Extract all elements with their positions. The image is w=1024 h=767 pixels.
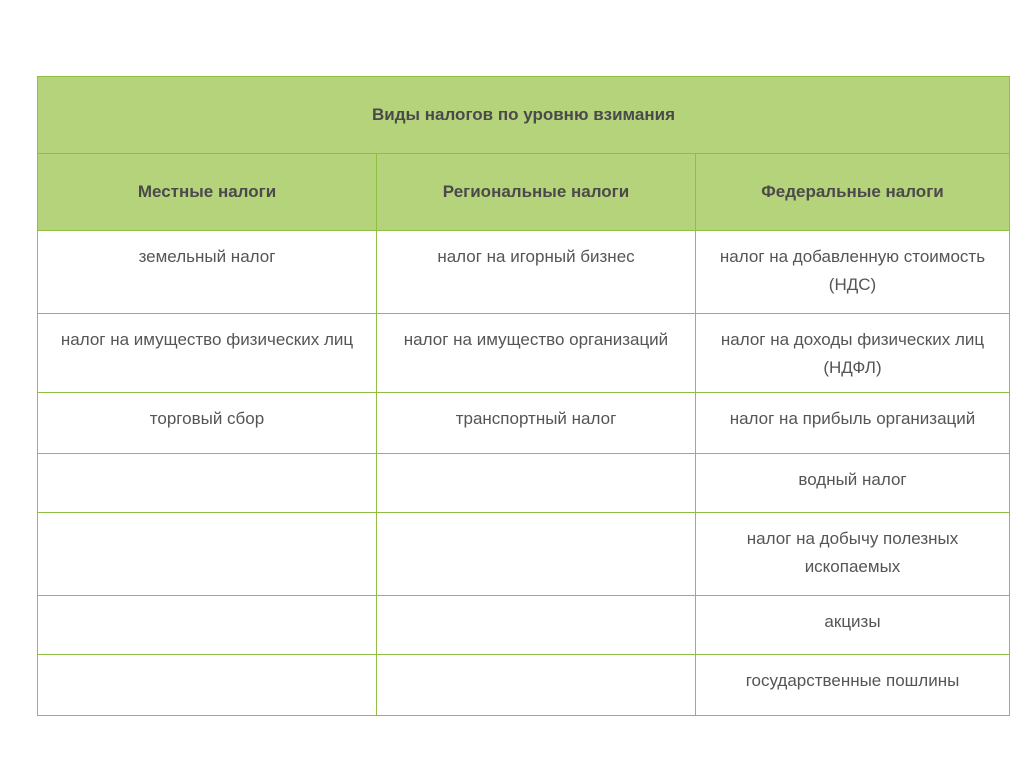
table-cell (377, 454, 696, 513)
header-local-taxes: Местные налоги (38, 154, 377, 231)
tax-table (37, 76, 1010, 716)
table-cell (377, 513, 696, 596)
table-cell (377, 596, 696, 655)
table-row (38, 596, 1010, 655)
table-cell: налог на добычу полезных ископаемых (696, 513, 1010, 596)
table-cell (38, 513, 377, 596)
table-row (38, 393, 1010, 454)
table-cell (377, 655, 696, 716)
table-cell: водный налог (696, 454, 1010, 513)
table-cell: налог на игорный бизнес (377, 231, 696, 314)
table-header-row (38, 154, 1010, 231)
table-cell: налог на имущество организаций (377, 314, 696, 393)
table-cell: транспортный налог (377, 393, 696, 454)
table-title: Виды налогов по уровню взимания (38, 77, 1010, 154)
table-cell (38, 454, 377, 513)
table-cell: налог на добавленную стоимость (НДС) (696, 231, 1010, 314)
table-cell: торговый сбор (38, 393, 377, 454)
header-regional-taxes: Региональные налоги (377, 154, 696, 231)
header-federal-taxes: Федеральные налоги (696, 154, 1010, 231)
table-row (38, 231, 1010, 314)
table-cell (38, 596, 377, 655)
table-cell: государственные пошлины (696, 655, 1010, 716)
table-title-row (38, 77, 1010, 154)
table-cell: налог на имущество физических лиц (38, 314, 377, 393)
table-row (38, 655, 1010, 716)
table-row (38, 513, 1010, 596)
table-cell: налог на прибыль организаций (696, 393, 1010, 454)
table-row (38, 314, 1010, 393)
table-cell: налог на доходы физических лиц (НДФЛ) (696, 314, 1010, 393)
table-cell: земельный налог (38, 231, 377, 314)
table-cell: акцизы (696, 596, 1010, 655)
table-cell (38, 655, 377, 716)
table-row (38, 454, 1010, 513)
